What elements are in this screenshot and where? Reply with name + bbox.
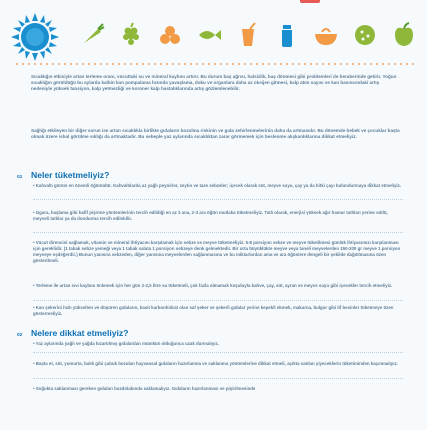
fish-icon bbox=[195, 21, 223, 49]
carrot-icon bbox=[78, 21, 106, 49]
bullet-separator bbox=[33, 199, 403, 200]
section-1-bullet-4: • Terleme ile artan sıvı kaybını önlemek için her gün 2-2,5 litre su tüketmeli, çok fazla olmamak koşuluyla kahve, çay, süt, ayran ve meyve suyu gibi içecekler tercih etmeliyiz. bbox=[33, 283, 393, 288]
bullet-separator bbox=[33, 378, 403, 379]
bullet-separator bbox=[33, 352, 403, 353]
section-2-bullet-1: • Yaz aylarında yağlı ve yağda kızartılmış gıdalardan mümkün olduğunca uzak durmalıyız. bbox=[33, 341, 219, 346]
food-icons-row bbox=[78, 20, 418, 50]
bowl-icon bbox=[312, 21, 340, 49]
intro-paragraph-1: Sıcaklığın etkisiyle artan terleme oranı, vücuttaki su ve mineral kaybını artırır. Bu durum baş ağrısı, halsizlik, baş dönmesi gibi problemleri de beraberinde getirir. Yoğun sıcaklığın görüldüğü bu aylarda kalbin kan pompalama hızında yavaşlama, doku ve organlara daha az oksijen gitmesi, kalp atım sayısı ve kan basıncındaki artış nedeniyle yüksek tansiyon, kalp yetmezliği ve koroner kalp hastalıklarında artış gözlemlenebilir. bbox=[31, 74, 397, 92]
fruit-cluster-icon bbox=[156, 21, 184, 49]
section-1-bullet-5: • Kan şekerini hızlı yükselten ve düşüren gıdaların, basit karbonhidrat olan saf şeker ve şekerli gıdalar yerine kepekli ekmek, makarna, bulgur gibi lif besinler tüketmeye özen göstermeliyiz. bbox=[33, 305, 394, 316]
sun-icon bbox=[10, 12, 60, 62]
section-2-bullet-2: • Başta et, süt, yumurta, balık gibi çabuk bozulan hayvansal gıdaların hazırlanma ve saklanma yöntemlerine dikkat etmeli, açıkta satılan yiyeceklerin tüketiminden kaçınmalıyız. bbox=[33, 361, 398, 366]
section-1-heading bbox=[17, 170, 109, 180]
section-2-heading bbox=[17, 328, 128, 338]
section-1-bullet-2: • Izgara, haşlama gibi hafif pişirme yöntemlerinin tercih edildiği en az 3 ana, 2-3 ara öğün mutlaka tüketmeliyiz. Tatlı olarak, enerjisi yüksek ağır hamur tatlıları yerine sütlü, meyveli tatlılar ya da dondurma tercih edilebilir. bbox=[33, 210, 388, 221]
bullet-separator bbox=[33, 300, 403, 301]
section-1-bullet-3: • Vücut direncini sağlamak, vitamin ve mineral ihtiyacını karşılamak için sebze ve meyve tüketmeliyiz. 5-8 porsiyon sebze ve meyve tüketilmesi günlük ihtiyacımızı karşılanması için gereklidir. (1 tabak sebze yemeği veya 1 tabak salata 1 porsiyon sebzeye denk gelmektedir. Bir orta büyüklükte meyve veya taneli meyvelerden 150-200 gr meyve 1 porsiyon meyveye eşdeğerdir.) Bunun yanısıra sebzeden, diğer yanısına meyvelerden sağlanmasına ve bu miktarlardan ama ve ara öğünlere dengeli bir şekilde dağıtılmasına özen gösterilmeli. bbox=[33, 240, 401, 263]
grapes-icon bbox=[117, 21, 145, 49]
top-accent-mark bbox=[300, 0, 320, 3]
section-2-number: 02 bbox=[17, 333, 23, 338]
apple-icon bbox=[390, 21, 418, 49]
intro-paragraph-2: Sağlığı etkileyen bir diğer sorun ise artan sıcaklıkla birlikte gıdaların bozulma riskinin ve gıda zehirlenmelerinin daha da artmasıdır. Bu dönemde bebek ve çocuklar başta olmak üzere ishal görülme sıklığı da artmaktadır. Bu sebeple yaz aylarında sıcaklıktan zarar görmemek için beslenme alışkanlıklarına dikkat etmeliyiz. bbox=[31, 128, 400, 140]
drink-glass-icon bbox=[234, 21, 262, 49]
dotted-divider bbox=[14, 62, 414, 66]
section-1-number: 01 bbox=[17, 175, 23, 180]
section-2-title: Nelere dikkat etmeliyiz? bbox=[31, 328, 129, 338]
bottle-icon bbox=[273, 21, 301, 49]
section-2-bullet-3: • Soğukta saklanması gereken gıdaları buzdolabında saklamalıyız. Gıdaların hazırlanması ve pişirilmesinde bbox=[33, 386, 256, 391]
bullet-separator bbox=[33, 232, 403, 233]
section-1-title: Neler tüketmeliyiz? bbox=[31, 170, 110, 180]
header-illustration bbox=[0, 0, 427, 72]
section-1-bullet-1: • Kahvaltı günün en önemli öğünüdür. Kahvaltılarda az yağlı peynirler, zeytin ve taze sebzeler; içecek olarak süt, meyve suyu, çay ya da bitki çayı bulundurmaya dikkat etmeliyiz. bbox=[33, 183, 402, 188]
cookie-icon bbox=[351, 21, 379, 49]
